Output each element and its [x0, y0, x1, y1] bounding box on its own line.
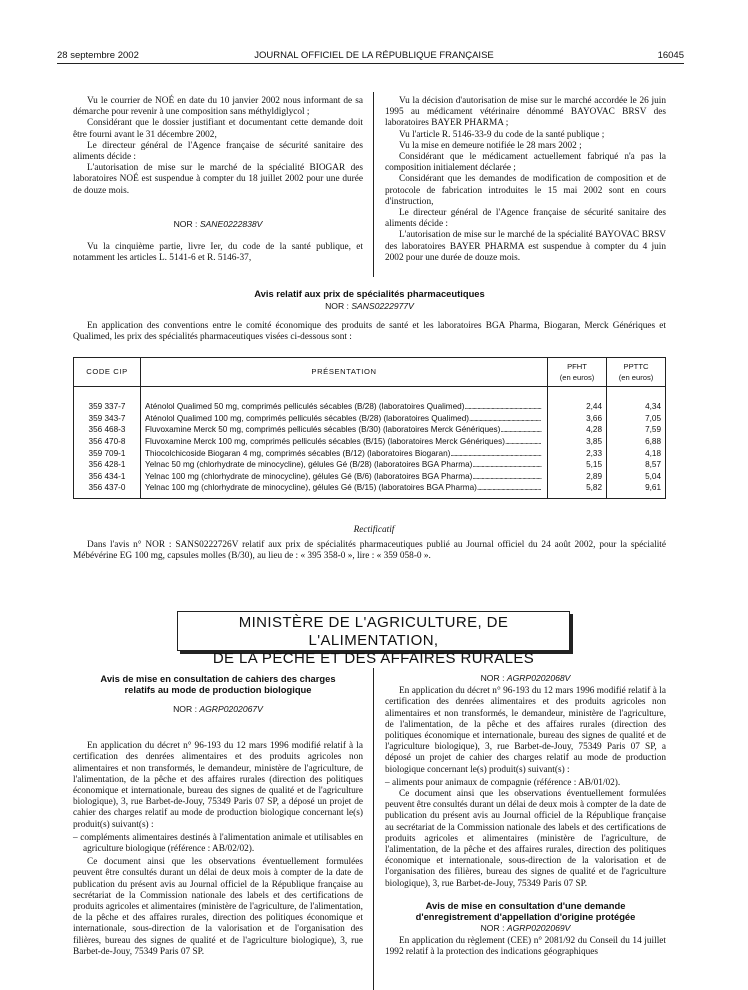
cell-presentation: [141, 424, 548, 436]
cell-pfht: 5,15: [548, 459, 607, 471]
section-title: Avis de mise en consultation de cahiers des charges relatifs au mode de production biologique: [100, 673, 336, 695]
presentation-text: Yelnac 50 mg (chlorhydrate de minocycline), gélules Gé (B/28) (laboratoires BGA Pharma): [145, 460, 473, 470]
cell-cip: 356 468-3: [74, 424, 141, 436]
nor-reference: NOR : AGRP0202067V: [173, 704, 263, 714]
leader-dots: ......................................................: [472, 460, 542, 470]
nor-reference: NOR : AGRP0202069V: [480, 922, 571, 933]
cell-pfht: 2,33: [548, 447, 607, 459]
paragraph: Le directeur général de l'Agence française de sécurité sanitaire des aliments décide :: [385, 208, 666, 230]
cell-ppttc: 5,04: [607, 471, 666, 483]
paragraph: Vu la cinquième partie, livre Ier, du code de la santé publique, et notamment les articles L. 5141-6 et R. 5146-37,: [73, 242, 363, 264]
paragraph: Vu la mise en demeure notifiée le 28 mars 2002 ;: [399, 140, 582, 151]
paragraph: L'autorisation de mise sur le marché de la spécialité BIOGAR des laboratoires NOÉ est suspendue à compter du 18 juillet 2002 pour une durée de douze mois.: [73, 163, 363, 196]
ministry-header-box: [177, 611, 570, 667]
cell-ppttc: 7,59: [607, 424, 666, 436]
leader-dots: ............................: [504, 436, 541, 446]
cell-cip: 356 428-1: [74, 459, 141, 471]
leader-dots: ................................: [500, 425, 542, 435]
cell-pfht: 3,85: [548, 436, 607, 448]
nor-reference: NOR : SANE0222838V: [173, 218, 263, 229]
leader-dots: .......................................................................: [450, 448, 541, 458]
price-table: [73, 357, 666, 499]
header-rule: [57, 63, 684, 64]
cell-ppttc: 8,57: [607, 459, 666, 471]
cell-cip: 359 343-7: [74, 413, 141, 425]
cell-pfht: 4,28: [548, 424, 607, 436]
intro-paragraph: En application des conventions entre le comité économique des produits de santé et les laboratoires BGA Pharma, Biogaran, Merck Génériques et Qualimed, les prix des spécialités pharmaceutiques visées ci-dessous sont :: [73, 321, 666, 343]
paragraph: Considérant que le dossier justifiant et documentant cette demande doit être fourni avant le 31 décembre 2002,: [73, 118, 363, 140]
top-right-column: [385, 96, 666, 264]
presentation-text: Thiocolchicoside Biogaran 4 mg, comprimés sécables (B/12) (laboratoires Biogaran): [145, 448, 451, 458]
header-title: JOURNAL OFFICIEL DE LA RÉPUBLIQUE FRANÇAISE: [254, 50, 494, 61]
paragraph: Vu la décision d'autorisation de mise sur le marché accordée le 26 juin 1995 au médicament vétérinaire dénommé BAYOVAC BRSV des laboratoires BAYER PHARMA ;: [385, 96, 666, 129]
cell-pfht: 3,66: [548, 413, 607, 425]
cell-presentation: [141, 413, 548, 425]
ministry-line: DE LA PÊCHE ET DES AFFAIRES RURALES: [212, 650, 535, 667]
cell-ppttc: 9,61: [607, 482, 666, 498]
presentation-text: Yelnac 100 mg (chlorhydrate de minocycline), gélules Gé (B/15) (laboratoires BGA Pharma): [145, 483, 477, 493]
cell-pfht: 2,44: [548, 387, 607, 413]
presentation-text: Fluvoxamine Merck 50 mg, comprimés pelliculés sécables (B/30) (laboratoires Merck Génériques): [145, 425, 501, 435]
paragraph: Considérant que les demandes de modification de composition et de protocole de fabrication introduites le 15 mai 2002 sont en cours d'instruction,: [385, 174, 666, 207]
list-item: – compléments alimentaires destinés à l'alimentation animale et utilisables en agriculture biologique (référence : AB/02/02).: [73, 832, 363, 855]
table-row: [74, 424, 666, 436]
table-row: [74, 387, 666, 413]
top-left-column: [73, 96, 363, 264]
cell-presentation: [141, 459, 548, 471]
nor-reference: NOR : AGRP0202068V: [480, 673, 571, 683]
cell-cip: 359 337-7: [74, 387, 141, 413]
paragraph: Vu l'article R. 5146-33-9 du code de la santé publique ;: [399, 129, 605, 140]
cell-presentation: [141, 482, 548, 498]
paragraph: En application du décret n° 96-193 du 12 mars 1996 modifié relatif à la certification des denrées alimentaires et des produits agricoles non alimentaires et non transformés, le demandeur, ministère de l'agriculture, de l'alimentation, de la pêche et des affaires rurales (direction des politiques économique et internationale, bureau des signes de qualité et de l'agriculture biologique), 3, rue Barbet-de-Jouy, 75349 Paris 07 SP, a déposé un projet de cahier des charges relatif au mode de production biologique concernant le(s) produit(s) suivant(s) :: [73, 741, 363, 830]
section-title: Avis de mise en consultation d'une demande d'enregistrement d'appellation d'origine protégée: [415, 899, 636, 922]
cell-presentation: [141, 471, 548, 483]
presentation-text: Fluvoxamine Merck 100 mg, comprimés pelliculés sécables (B/15) (laboratoires Merck Génériques): [145, 436, 505, 446]
bottom-right-column: [385, 673, 666, 958]
paragraph: Vu le courrier de NOÉ en date du 10 janvier 2002 nous informant de sa démarche pour revenir à une composition sans méthyldiglycol ;: [73, 96, 363, 118]
cell-pfht: 2,89: [548, 471, 607, 483]
presentation-text: Aténolol Qualimed 100 mg, comprimés pelliculés sécables (B/28) (laboratoires Qualimed): [145, 413, 470, 423]
rectificatif-paragraph: Dans l'avis n° NOR : SANS0222726V relatif aux prix de spécialités pharmaceutiques publié au Journal officiel du 24 août 2002, pour la spécialité Mébévérine EG 100 mg, capsules molles (B/30), au lieu de : « 395 358-0 », lire : « 359 058-0 ».: [73, 540, 666, 562]
paragraph: Le directeur général de l'Agence française de sécurité sanitaire des aliments décide :: [73, 140, 363, 163]
list-item: – aliments pour animaux de compagnie (référence : AB/01/02).: [385, 777, 621, 788]
cell-presentation: [141, 447, 548, 459]
column-header-pfht: PFHT (en euros): [548, 358, 607, 387]
header-date: 28 septembre 2002: [57, 50, 139, 61]
paragraph: Ce document ainsi que les observations éventuellement formulées peuvent être consultés durant un délai de deux mois à compter de la date de publication du présent avis au Journal officiel de la République française au secrétariat de la Commission nationale des labels et des certifications de produits agricoles et alimentaires (ministère de l'agriculture, de l'alimentation, de la pêche et des affaires rurales, direction des politiques économique et internationale, sous-direction de la valorisation et de l'organisation des filières, bureau des signes de qualité et de l'agriculture biologique), 3, rue Barbet-de-Jouy, 75349 Paris 07 SP.: [73, 857, 363, 957]
leader-dots: ......................................................: [472, 471, 542, 481]
ministry-line: MINISTÈRE DE L'AGRICULTURE, DE L'ALIMENTATION,: [238, 614, 509, 649]
nor-reference: NOR : SANS0222977V: [325, 301, 414, 311]
presentation-text: Aténolol Qualimed 50 mg, comprimés pelliculés sécables (B/28) (laboratoires Qualimed): [145, 402, 465, 412]
column-header-ppttc: PPTTC (en euros): [607, 358, 666, 387]
cell-cip: 356 434-1: [74, 471, 141, 483]
table-row: [74, 471, 666, 483]
section-title: Avis relatif aux prix de spécialités pharmaceutiques: [254, 288, 485, 299]
column-divider: [373, 92, 374, 277]
cell-presentation: [141, 387, 548, 413]
header-page-number: 16045: [657, 50, 684, 61]
cell-pfht: 5,82: [548, 482, 607, 498]
leader-dots: ..................................................: [476, 483, 541, 493]
cell-cip: 359 709-1: [74, 447, 141, 459]
paragraph: En application du règlement (CEE) n° 2081/92 du Conseil du 14 juillet 1992 relatif à la protection des indications géographiques: [385, 936, 666, 958]
column-header-cip: CODE CIP: [74, 358, 141, 387]
bottom-left-column: [73, 673, 363, 958]
table-row: [74, 436, 666, 448]
column-header-presentation: PRÉSENTATION: [141, 358, 548, 387]
table-row: [74, 447, 666, 459]
table-row: [74, 459, 666, 471]
cell-ppttc: 4,34: [607, 387, 666, 413]
table-row: [74, 482, 666, 498]
paragraph: Ce document ainsi que les observations éventuellement formulées peuvent être consultés durant un délai de deux mois à compter de la date de publication du présent avis au Journal officiel de la République française au secrétariat de la Commission nationale des labels et des certifications de produits agricoles et alimentaires (ministère de l'agriculture, de l'alimentation, de la pêche et des affaires rurales, direction des politiques économique et internationale, sous-direction de la valorisation et de l'organisation des filières, bureau des signes de qualité et de l'agriculture biologique), 3, rue Barbet-de-Jouy, 75349 Paris 07 SP.: [385, 789, 666, 889]
cell-ppttc: 6,88: [607, 436, 666, 448]
paragraph: Considérant que le médicament actuellement fabriqué n'a pas la composition initialement déclarée ;: [385, 152, 666, 174]
cell-cip: 356 470-8: [74, 436, 141, 448]
leader-dots: ............................................................: [464, 402, 541, 412]
presentation-text: Yelnac 100 mg (chlorhydrate de minocycline), gélules Gé (B/6) (laboratoires BGA Pharma): [145, 471, 473, 481]
cell-ppttc: 4,18: [607, 447, 666, 459]
cell-presentation: [141, 436, 548, 448]
table-row: [74, 413, 666, 425]
cell-ppttc: 7,05: [607, 413, 666, 425]
cell-cip: 356 437-0: [74, 482, 141, 498]
rectificatif-title: Rectificatif: [353, 525, 395, 535]
paragraph: L'autorisation de mise sur le marché de la spécialité BAYOVAC BRSV des laboratoires BAYER PHARMA est suspendue à compter du 4 juin 2002 pour une durée de douze mois.: [385, 230, 666, 263]
column-divider: [373, 668, 374, 990]
paragraph: En application du décret n° 96-193 du 12 mars 1996 modifié relatif à la certification des denrées alimentaires et des produits agricoles non alimentaires et non transformés, le demandeur, ministère de l'agriculture, de l'alimentation, de la pêche et des affaires rurales (direction des politiques économique et internationale, bureau des signes de qualité et de l'agriculture biologique), 3, rue Barbet-de-Jouy, 75349 Paris 07 SP, a déposé un projet de cahier des charges relatif au mode de production biologique concernant le(s) produit(s) suivant(s) :: [385, 686, 666, 775]
leader-dots: ........................................................: [469, 413, 541, 423]
